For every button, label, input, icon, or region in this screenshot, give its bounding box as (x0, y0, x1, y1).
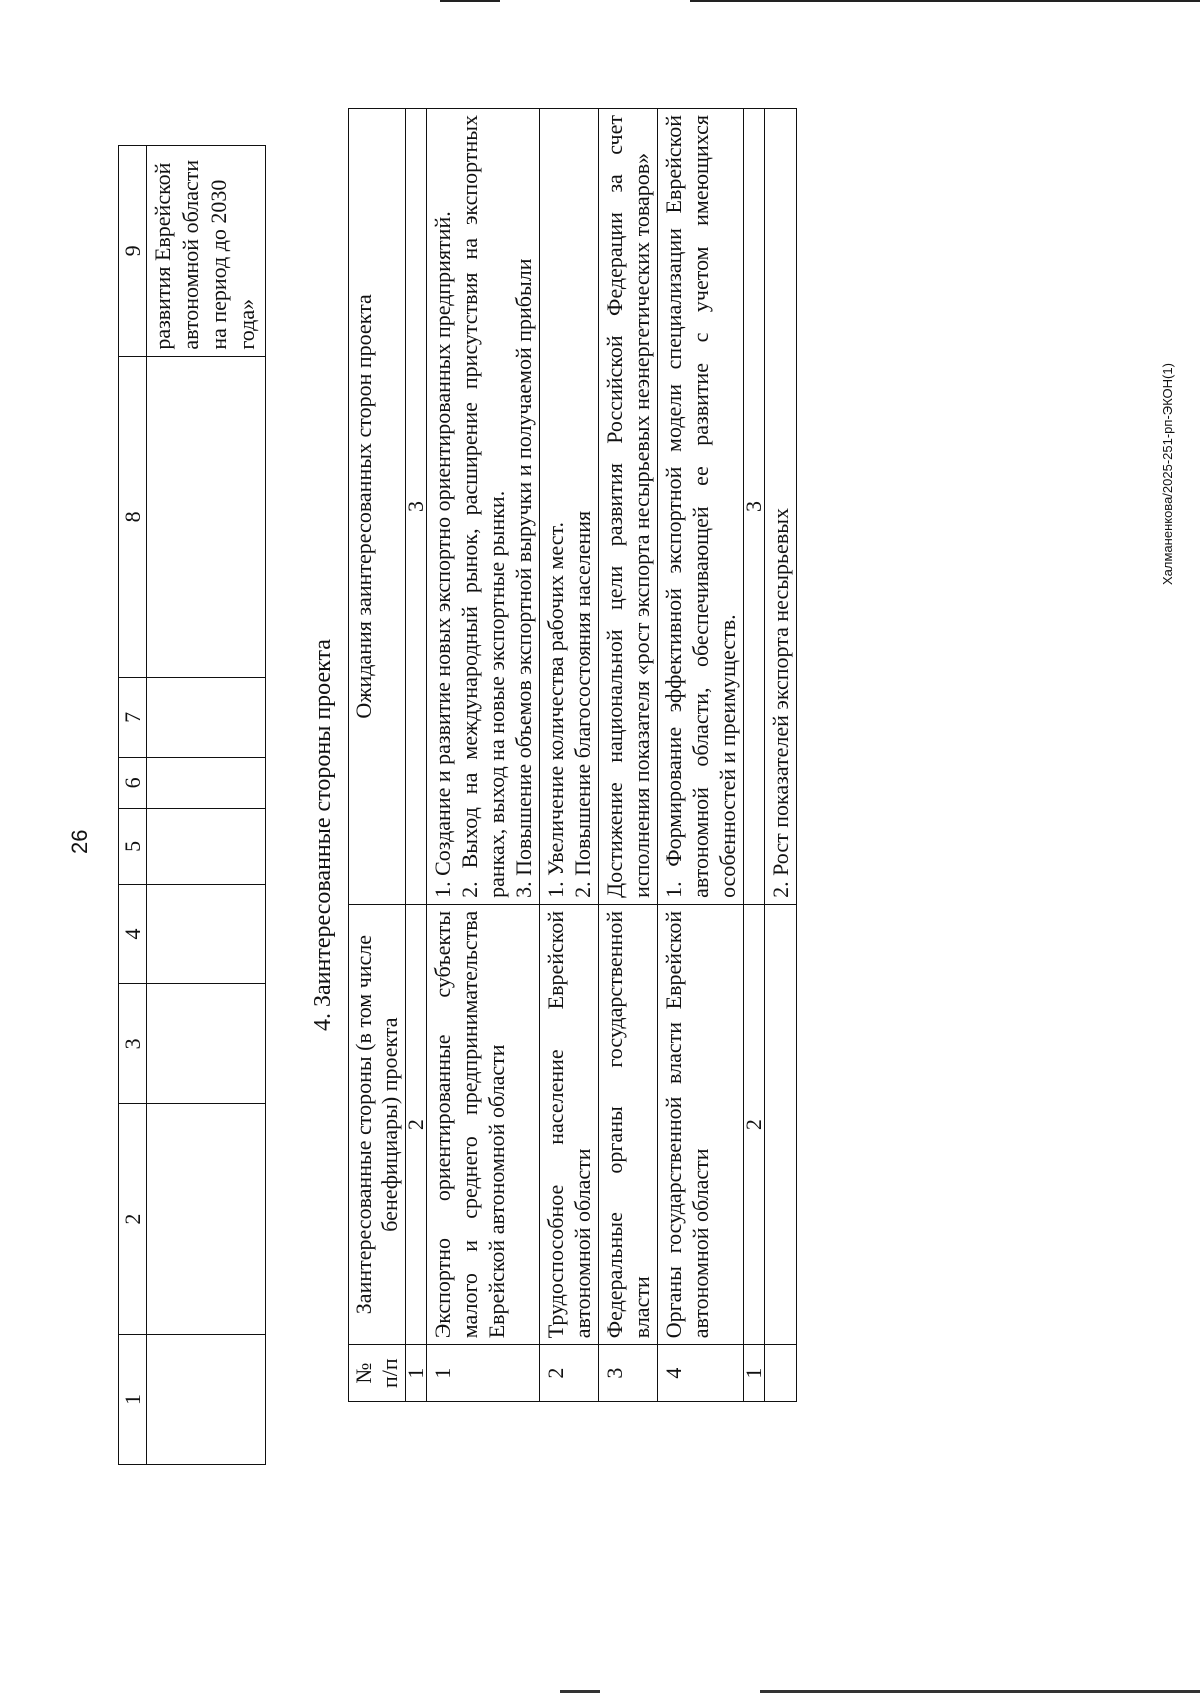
col-header-party: Заинтересованные стороны (в том числе бенефициары) проекта (349, 904, 406, 1344)
table-row (765, 109, 797, 1402)
stakeholders-table (348, 108, 797, 1402)
header-cell: 6 (119, 757, 147, 808)
header-cell: 7 (119, 678, 147, 758)
header-cell: 1 (119, 1335, 147, 1465)
header-cell: 8 (119, 356, 147, 677)
header-cell: 2 (119, 1104, 147, 1335)
col-number: 2 (744, 904, 765, 1344)
table-cell (147, 884, 266, 984)
col-number: 3 (744, 109, 765, 905)
header-cell: 4 (119, 884, 147, 984)
table-cell (147, 1335, 266, 1465)
col-header-num: № п/п (349, 1345, 406, 1402)
row-num: 4 (658, 1345, 744, 1402)
col-header-expectations: Ожидания заинтересованных сторон проекта (349, 109, 406, 905)
row-expectations: 1. Создание и развитие новых экспортно ориентированных предприятий. 2. Выход на международный рынок, расширение присутствия на экспортных ранках, выход на новые экспортные рынки. 3. Повышение объемов экспортной выручки и получаемой прибыли (427, 109, 540, 905)
row-party: Федеральные органы государственной власти (599, 904, 658, 1344)
table-cell (147, 678, 266, 758)
col-number: 1 (406, 1345, 427, 1402)
header-cell: 9 (119, 146, 147, 357)
page-number: 26 (67, 829, 92, 854)
row-expectations: 2. Рост показателей экспорта несырьевых (765, 109, 797, 905)
section-title: 4. Заинтересованные стороны проекта (310, 639, 336, 1031)
row-num: 2 (540, 1345, 599, 1402)
row-num: 1 (427, 1345, 540, 1402)
scan-artifact-bottom (0, 1690, 1200, 1696)
table-cell (147, 809, 266, 885)
col-number: 3 (406, 109, 427, 905)
row-num: 3 (599, 1345, 658, 1402)
table-cell (147, 1104, 266, 1335)
row-expectations: Достижение национальной цели развития Российской Федерации за счет исполнения показателя «рост экспорта несырьевых неэнергетических товаров» (599, 109, 658, 905)
header-cell: 3 (119, 984, 147, 1104)
col-number: 1 (744, 1345, 765, 1402)
row-party: Экспортно ориентированные субъекты малого и среднего предпринимательства Еврейской автономной области (427, 904, 540, 1344)
table-row (540, 109, 599, 1402)
table-cell (147, 356, 266, 677)
header-cell: 5 (119, 809, 147, 885)
row-expectations: 1. Формирование эффективной экспортной модели специализации Еврейской автономной области, обеспечивающей ее развитие с учетом имеющихся особенностей и преимуществ. (658, 109, 744, 905)
row-num (765, 1345, 797, 1402)
top-table (118, 145, 266, 1465)
table-cell (147, 984, 266, 1104)
row-party (765, 904, 797, 1344)
table-row (658, 109, 744, 1402)
table-row (599, 109, 658, 1402)
table-cell (147, 757, 266, 808)
row-expectations: 1. Увеличение количества рабочих мест. 2. Повышение благосостояния населения (540, 109, 599, 905)
row-party: Органы государственной власти Еврейской автономной области (658, 904, 744, 1344)
row-party: Трудоспособное население Еврейской автономной области (540, 904, 599, 1344)
table-cell-goal: развития Еврейской автономной области на период до 2030 года» (147, 146, 266, 357)
col-number: 2 (406, 904, 427, 1344)
document-id: Халманенкова/2025-251-рп-ЭКОН(1) (1160, 363, 1175, 585)
table-row (427, 109, 540, 1402)
